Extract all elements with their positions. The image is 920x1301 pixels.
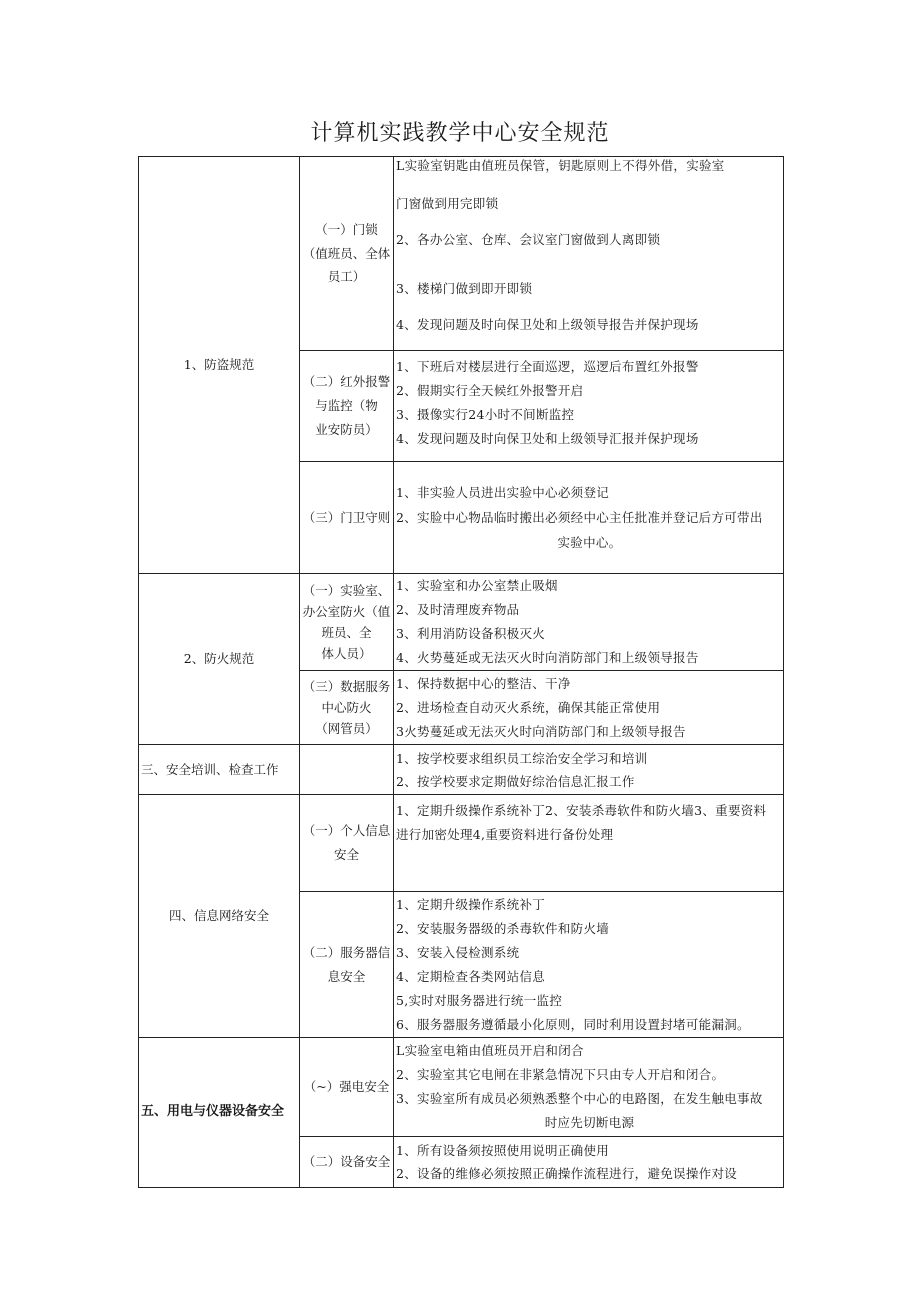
safety-table [138, 156, 784, 1188]
subsection-label: （一）个人信息 安全 [300, 795, 394, 892]
subsection-label: （一）实验室、 办公室防火（值 班员、全 体人员） [300, 574, 394, 671]
items-cell: 1、按学校要求组织员工综治安全学习和培训 2、按学校要求定期做好综治信息汇报工作 [394, 745, 784, 795]
section-label: 1、防盗规范 [139, 157, 300, 574]
section-label: 五、用电与仪器设备安全 [139, 1038, 300, 1188]
table-row [139, 795, 784, 892]
table-row [139, 745, 784, 795]
items-cell: L实验室电箱由值班员开启和闭合 2、实验室其它电闸在非紧急情况下只由专人开启和闭合。 3、实验室所有成员必须熟悉整个中心的电路图，在发生触电事故 时应先切断电源 [394, 1038, 784, 1137]
table-row [139, 157, 784, 351]
table-row [139, 1038, 784, 1137]
subsection-label: （二）服务器信 息安全 [300, 892, 394, 1038]
subsection-label: （一）门锁 （值班员、全体 员工） [300, 157, 394, 351]
empty-cell [300, 745, 394, 795]
section-label: 2、防火规范 [139, 574, 300, 745]
items-cell: 1、定期升级操作系统补丁 2、安装服务器级的杀毒软件和防火墙 3、安装入侵检测系统 4、定期检查各类网站信息 5,实时对服务器进行统一监控 6、服务器服务遵循最小化原则，同时利用设置封堵可能漏洞。 [394, 892, 784, 1038]
subsection-label: （~）强电安全 [300, 1038, 394, 1137]
items-cell: 1、下班后对楼层进行全面巡逻，巡逻后布置红外报警 2、假期实行全天候红外报警开启 3、摄像实行24小时不间断监控 4、发现问题及时向保卫处和上级领导汇报并保护现场 [394, 351, 784, 462]
items-cell: 1、非实验人员进出实验中心必须登记 2、实脸中心物品临时搬出必须经中心主任批准并登记后方可带出 实验中心。 [394, 462, 784, 574]
page-title: 计算机实践教学中心安全规范 [310, 121, 610, 146]
section-label: 三、安全培训、检查工作 [139, 745, 300, 795]
items-cell: 1、保持数据中心的整洁、干净 2、进场检查自动灭火系统，确保其能正常使用 3火势蔓延或无法灭火时向消防部门和上级领导报告 [394, 671, 784, 745]
items-cell: 1、实验室和办公室禁止吸烟 2、及时清理废弃物品 3、利用消防设备积极灭火 4、火势蔓延或无法灭火时向消防部门和上级领导报告 [394, 574, 784, 671]
section-label: 四、信息网络安全 [139, 795, 300, 1038]
items-cell: 1、定期升级操作系统补丁2、安装杀毒软件和防火墙3、重要资料 进行加密处理4,重要资料进行备份处理 [394, 795, 784, 892]
subsection-label: （二）设备安全 [300, 1137, 394, 1188]
subsection-label: （二）红外报警 与监控（物 业安防员） [300, 351, 394, 462]
items-cell: 1、所有设备须按照使用说明正确使用 2、设备的维修必须按照正确操作流程进行，避免误操作对设 [394, 1137, 784, 1188]
subsection-label: （三）数据服务 中心防火 （网管员） [300, 671, 394, 745]
table-row [139, 574, 784, 671]
subsection-label: （三）门卫守则 [300, 462, 394, 574]
items-cell: L实验室钥匙由值班员保管，钥匙原则上不得外借，实验室 门窗做到用完即锁 2、各办公室、仓库、会议室门窗做到人离即锁 3、楼梯门做到即开即锁 4、发现问题及时向保卫处和上级领导报告并保护现场 [394, 157, 784, 351]
